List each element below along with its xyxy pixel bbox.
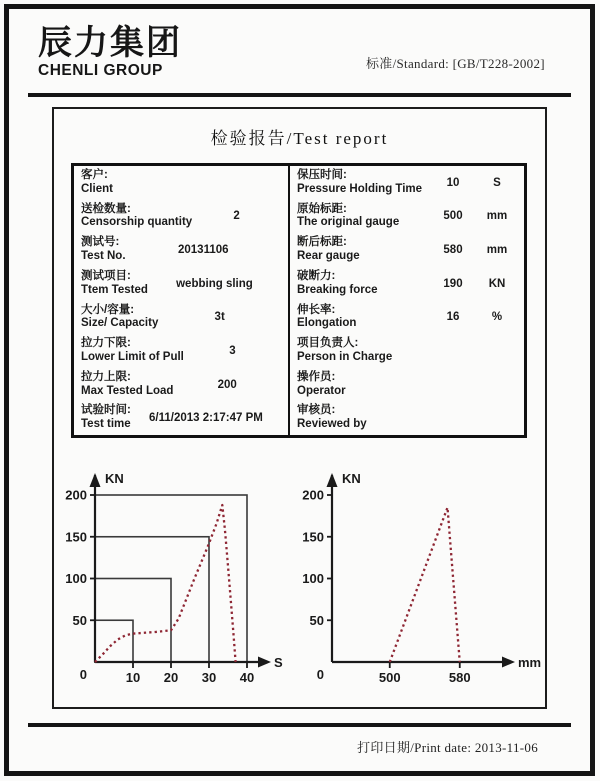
row-label-en: Elongation: [297, 317, 357, 330]
table-row: [74, 334, 288, 368]
row-value: 580: [443, 244, 463, 257]
x-tick-label: 20: [163, 670, 179, 685]
row-value: 3t: [214, 311, 225, 324]
row-value: 3: [229, 344, 236, 357]
standard-reference: 标准/Standard: [GB/T228-2002]: [366, 56, 545, 71]
table-row: [74, 401, 288, 435]
row-value: 20131106: [177, 244, 229, 257]
row-label-zh: 试验时间:: [81, 404, 131, 417]
x-axis-unit-label: S: [274, 655, 283, 670]
table-row: [74, 233, 288, 267]
row-value: 200: [217, 378, 237, 391]
table-row: [290, 267, 524, 301]
x-tick-label: 580: [448, 670, 471, 685]
x-tick-label: 40: [239, 670, 255, 685]
table-right-column: [290, 166, 524, 435]
table-row: [74, 166, 288, 200]
row-label-zh: 测试号:: [81, 236, 120, 249]
row-label-en: Size/ Capacity: [81, 317, 159, 330]
table-row: [290, 368, 524, 402]
row-unit: KN: [488, 277, 506, 290]
force-extension-chart: [298, 455, 548, 700]
row-label-zh: 伸长率:: [297, 303, 336, 316]
print-date: 打印日期/Print date: 2013-11-06: [357, 740, 538, 755]
report-title: 检验报告/Test report: [210, 129, 389, 148]
y-tick-label: 100: [302, 571, 324, 586]
y-tick-label: 150: [302, 529, 324, 545]
x-axis-arrow-icon: [258, 657, 271, 668]
x-axis-unit-label: mm: [518, 655, 542, 670]
y-axis-arrow-icon: [327, 473, 338, 487]
company-logo: [38, 26, 182, 79]
table-row: [74, 200, 288, 234]
row-label-en: Ttem Tested: [81, 283, 148, 296]
data-curve: [95, 505, 236, 662]
company-name-chinese: 辰力集团: [38, 24, 182, 62]
row-unit: S: [493, 176, 501, 189]
x-tick-label: 500: [378, 670, 401, 685]
row-label-zh: 断后标距:: [297, 236, 347, 249]
y-tick-label: 50: [309, 612, 324, 628]
footer-divider-line: [28, 723, 571, 727]
table-row: [74, 368, 288, 402]
origin-label: 0: [79, 667, 87, 682]
row-label-en: Reviewed by: [297, 418, 367, 431]
row-label-zh: 送检数量:: [81, 202, 131, 215]
table-left-column: [74, 166, 290, 435]
row-label-en: Lower Limit of Pull: [81, 350, 184, 363]
row-label-en: Rear gauge: [297, 250, 360, 263]
table-row: [290, 200, 524, 234]
row-label-zh: 操作员:: [297, 370, 336, 383]
row-label-zh: 原始标距:: [297, 202, 347, 215]
table-row: [290, 301, 524, 335]
row-label-zh: 测试项目:: [81, 269, 131, 282]
table-row: [290, 233, 524, 267]
row-label-en: Operator: [297, 384, 346, 397]
row-unit: %: [491, 311, 503, 324]
row-label-en: Pressure Holding Time: [297, 182, 423, 195]
row-label-zh: 客户:: [81, 169, 108, 182]
row-label-zh: 保压时间:: [297, 169, 347, 182]
table-row: [74, 301, 288, 335]
x-tick-label: 30: [201, 670, 217, 685]
table-row: [74, 267, 288, 301]
table-row: [290, 166, 524, 200]
row-label-en: Test No.: [81, 250, 126, 263]
row-label-en: Client: [81, 182, 113, 195]
row-value: 190: [443, 277, 463, 290]
row-value: 6/11/2013 2:17:47 PM: [149, 412, 263, 425]
row-value: 500: [443, 210, 463, 223]
report-data-table: [71, 163, 527, 438]
y-tick-label: 50: [72, 612, 87, 628]
row-unit: mm: [486, 244, 508, 257]
x-axis-arrow-icon: [502, 657, 515, 668]
y-tick-label: 200: [302, 487, 324, 503]
row-value: webbing sling: [176, 277, 253, 290]
row-value: 2: [233, 210, 240, 223]
table-row: [290, 334, 524, 368]
y-tick-label: 150: [65, 529, 87, 545]
row-label-en: Test time: [81, 418, 131, 431]
row-label-en: Censorship quantity: [81, 216, 193, 229]
row-unit: mm: [486, 210, 508, 223]
table-row: [290, 401, 524, 435]
row-label-zh: 拉力上限:: [81, 370, 131, 383]
y-axis-unit-label: KN: [342, 471, 361, 486]
y-axis-arrow-icon: [90, 473, 101, 487]
row-value: 16: [446, 311, 460, 324]
data-curve: [390, 508, 460, 662]
row-label-zh: 大小/容量:: [81, 303, 135, 316]
origin-label: 0: [316, 667, 324, 682]
x-tick-label: 10: [125, 670, 141, 685]
step-rect: [95, 620, 133, 662]
row-label-en: The original gauge: [297, 216, 400, 229]
row-label-zh: 项目负责人:: [297, 337, 359, 350]
step-rect: [95, 537, 209, 662]
y-tick-label: 200: [65, 487, 87, 503]
y-axis-unit-label: KN: [105, 471, 124, 486]
row-label-en: Max Tested Load: [81, 384, 174, 397]
row-value: 10: [446, 176, 460, 189]
row-label-zh: 审核员:: [297, 404, 336, 417]
row-label-en: Person in Charge: [297, 350, 393, 363]
row-label-en: Breaking force: [297, 283, 378, 296]
row-label-zh: 破断力:: [297, 269, 336, 282]
y-tick-label: 100: [65, 571, 87, 586]
row-label-zh: 拉力下限:: [81, 337, 131, 350]
header-divider-line: [28, 93, 571, 97]
force-time-chart: [55, 455, 315, 700]
company-name-english: CHENLI GROUP: [38, 62, 163, 79]
